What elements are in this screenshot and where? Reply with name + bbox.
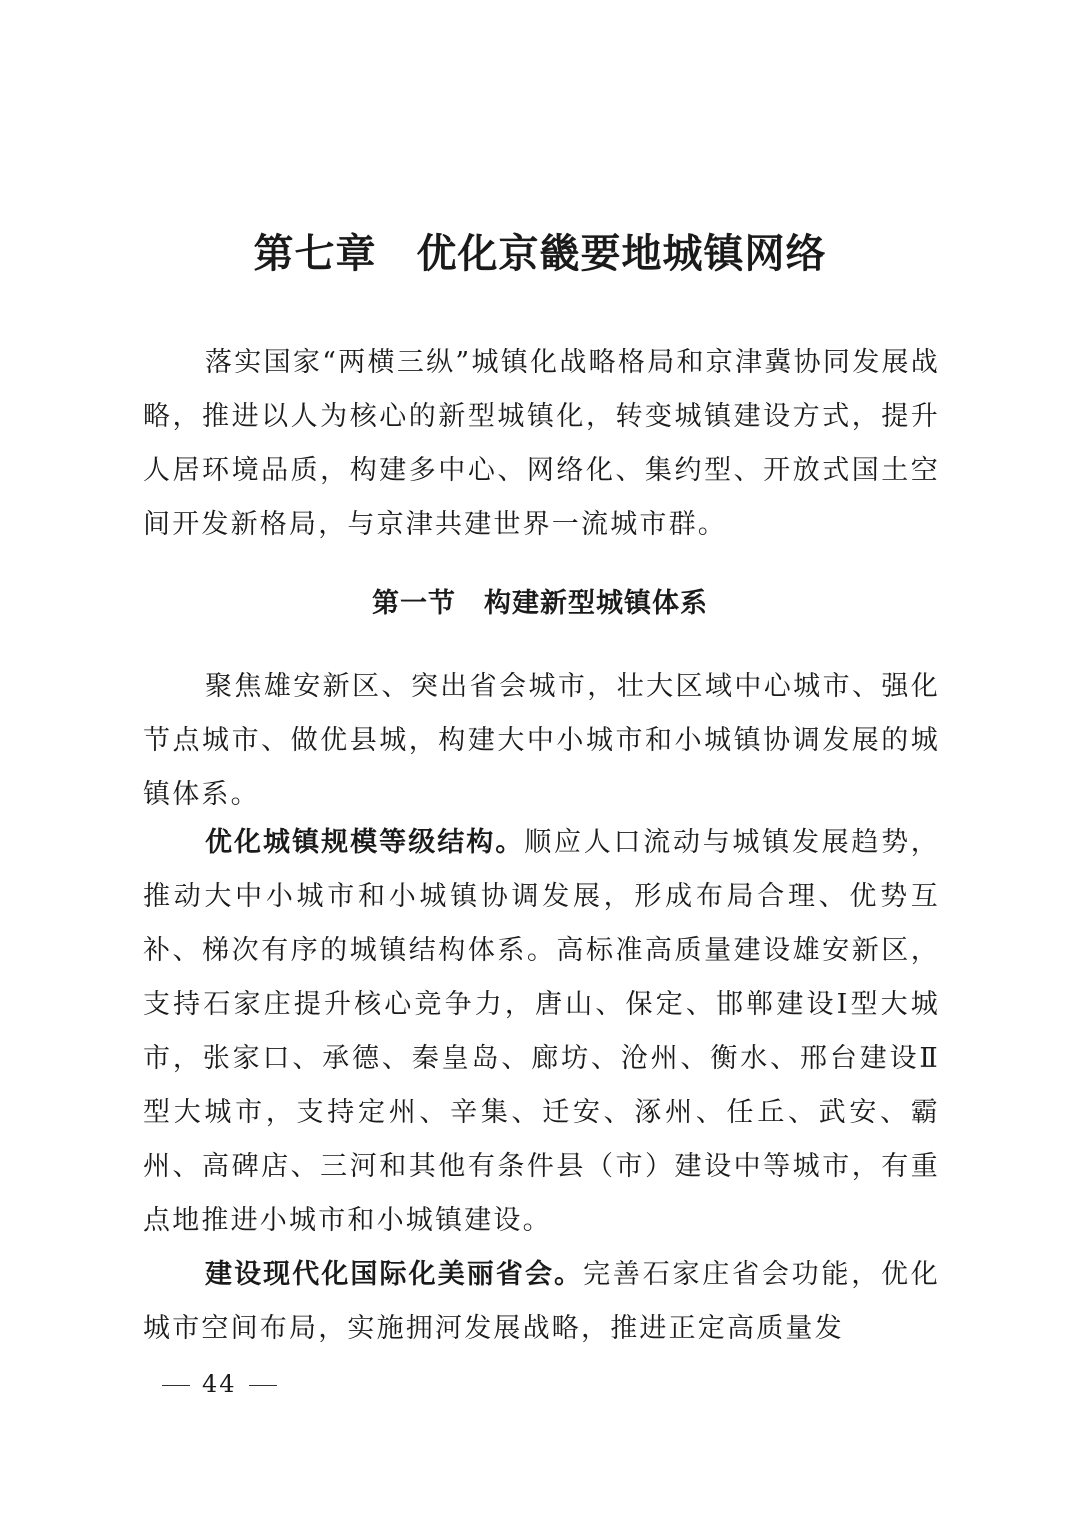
paragraph-text: 顺应人口流动与城镇发展趋势，推动大中小城市和小城镇协调发展，形成布局合理、优势互补、梯次有序的城镇结构体系。高标准高质量建设雄安新区，支持石家庄提升核心竞争力，唐山、保定、邯郸建设Ⅰ型大城市，张家口、承德、秦皇岛、廊坊、沧州、衡水、邢台建设Ⅱ型大城市，支持定州、辛集、迁安、涿州、任丘、武安、霸州、高碑店、三河和其他有条件县（市）建设中等城市，有重点地推进小城市和小城镇建设。 <box>143 827 940 1236</box>
dash-left <box>162 1385 190 1386</box>
chapter-number: 第七章 <box>253 231 377 277</box>
paragraph-text: 完善石家庄省会功能，优化城市空间布局，实施拥河发展战略，推进正定高质量发 <box>143 1259 940 1344</box>
body-paragraph <box>143 816 940 1248</box>
paragraph-lead: 优化城镇规模等级结构。 <box>205 827 525 858</box>
body-paragraph <box>143 660 940 822</box>
intro-paragraph: 落实国家“两横三纵”城镇化战略格局和京津冀协同发展战略，推进以人为核心的新型城镇化，转变城镇建设方式，提升人居环境品质，构建多中心、网络化、集约型、开放式国土空间开发新格局，与京津共建世界一流城市群。 <box>143 347 940 540</box>
paragraph-text: 聚焦雄安新区、突出省会城市，壮大区域中心城市、强化节点城市、做优县城，构建大中小城市和小城镇协调发展的城镇体系。 <box>143 671 940 810</box>
section-name: 构建新型城镇体系 <box>484 588 708 619</box>
chapter-name: 优化京畿要地城镇网络 <box>416 231 827 277</box>
chapter-title <box>0 222 1080 286</box>
page-footer <box>150 1364 289 1404</box>
section-title <box>0 580 1080 628</box>
body-paragraph <box>143 1248 940 1356</box>
page-number: 44 <box>202 1370 237 1398</box>
paragraph-lead: 建设现代化国际化美丽省会。 <box>205 1259 584 1290</box>
dash-right <box>249 1385 277 1386</box>
section-number: 第一节 <box>372 588 456 619</box>
